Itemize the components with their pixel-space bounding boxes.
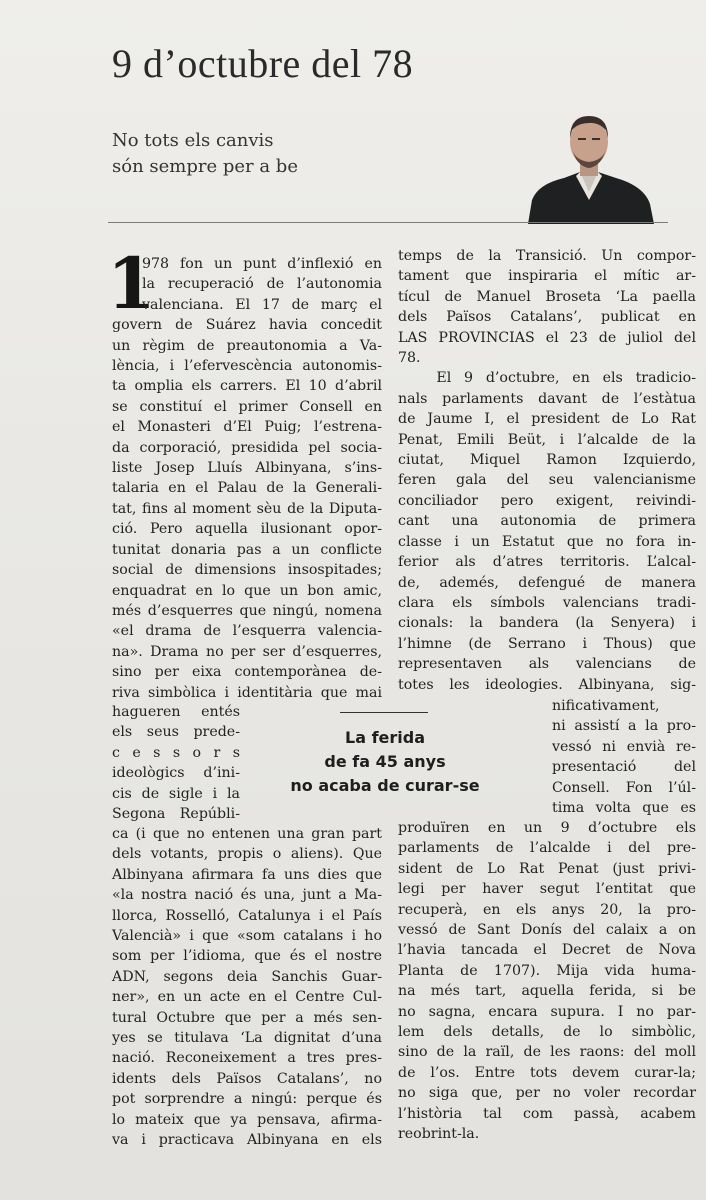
text-line: «el drama de l’esquerra valencia- — [112, 623, 382, 640]
text-line: ca (i que no entenen una gran part — [112, 826, 382, 842]
article-subtitle — [112, 128, 298, 180]
text-line: se constituí el primer Consell en — [112, 398, 382, 415]
column-right — [398, 246, 696, 695]
text-line: lem dels detalls, de lo simbòlic, — [398, 1024, 696, 1041]
text-line: l’himne (de Serrano i Thous) que — [398, 635, 696, 652]
text-line: ner», en un acte en el Centre Cul- — [112, 989, 382, 1006]
text-line: 978 fon un punt d’inflexió en — [142, 256, 382, 272]
text-line: govern de Suárez havia concedit — [112, 317, 382, 334]
text-line: ció. Pero aquella ilusionant opor- — [112, 521, 382, 538]
text-line: tural Octubre que per a més sen- — [112, 1009, 382, 1026]
text-line: Albinyana afirmara fa uns dies que — [112, 866, 382, 883]
text-line: dels Països Catalans’, publicat en — [398, 309, 696, 326]
text-line: la recuperació de l’autonomia — [142, 276, 382, 293]
text-line: na més tart, aquella ferida, si be — [398, 983, 696, 1000]
text-line: més d’esquerres que ningú, nomena — [112, 602, 382, 619]
text-line: produïren en un 9 d’octubre els — [398, 820, 696, 836]
text-line: lència, i l’efervescència autonomis- — [112, 358, 382, 375]
text-line: tament que inspiraria el mític ar- — [398, 268, 696, 285]
text-line: un règim de preautonomia a Va- — [112, 337, 382, 354]
text-line: da corporació, presidida pel socia- — [112, 439, 382, 456]
text-line: riva simbòlica i identitària que mai — [112, 684, 382, 701]
text-line: tunitat donaria pas a un conflicte — [112, 541, 382, 558]
text-line: «la nostra nació és una, junt a Ma- — [112, 887, 382, 904]
text-line: classe i un Estatut que no fora in- — [398, 533, 696, 550]
header-divider — [108, 222, 668, 223]
column-left-bottom — [112, 824, 382, 1151]
text-line: Planta de 1707). Mija vida huma- — [398, 962, 696, 979]
text-line: de l’os. Entre tots devem curar-la; — [398, 1064, 696, 1081]
pull-quote-rule — [340, 712, 428, 713]
text-line: ta omplia els carrers. El 10 d’abril — [112, 378, 382, 395]
author-portrait — [520, 108, 658, 224]
text-line: recuperà, en els anys 20, la pro- — [398, 901, 696, 918]
text-line: Penat, Emili Beüt, i l’alcalde de la — [398, 431, 696, 448]
text-line: 78. — [398, 350, 421, 367]
subtitle-line: No tots els canvis — [112, 130, 274, 151]
text-line: sident de Lo Rat Penat (just privi- — [398, 860, 696, 877]
text-line: ferior als d’atres territoris. L’alcal- — [398, 554, 696, 571]
text-line: talaria en el Palau de la Generali- — [112, 480, 382, 497]
text-line: clara els símbols valencians tradi- — [398, 594, 696, 611]
text-line: de Jaume I, el president de Lo Rat — [398, 411, 696, 428]
text-line: yes se titulava ‘La dignitat d’una — [112, 1030, 382, 1047]
dropcap-lines — [112, 254, 382, 315]
text-line: cant una autonomia de primera — [398, 513, 696, 530]
text-line: sino de la raïl, de les raons: del moll — [398, 1044, 696, 1061]
text-line: presentació del — [552, 759, 696, 776]
text-line: representaven als valencians de — [398, 656, 696, 673]
text-line: liste Josep Lluís Albinyana, s’ins- — [112, 460, 382, 477]
text-line: nació. Reconeixement a tres pres- — [112, 1050, 382, 1067]
text-line: llorca, Rosselló, Catalunya i el País — [112, 907, 382, 924]
text-line: tat, fins al moment sèu de la Diputa- — [112, 500, 382, 517]
text-line: ni assistí a la pro- — [552, 718, 696, 735]
text-line: na». Drama no per ser d’esquerres, — [112, 643, 382, 660]
text-line: conciliador pero exigent, reivindi- — [398, 492, 696, 509]
column-left — [112, 254, 382, 703]
text-line: tima volta que es — [552, 800, 696, 817]
text-line: l’història tal com passà, acabem — [398, 1105, 696, 1122]
text-line: Consell. Fon l’úl- — [552, 779, 696, 796]
text-line: ciutat, Miquel Ramon Izquierdo, — [398, 452, 696, 469]
text-line: tícul de Manuel Broseta ‘La paella — [398, 288, 696, 305]
column-right-narrow — [552, 696, 696, 818]
text-line: feren gala del seu valencianisme — [398, 472, 696, 489]
text-line: no sagna, encara supura. I no par- — [398, 1003, 696, 1020]
text-line: reobrint-la. — [398, 1126, 480, 1143]
text-line: nificativament, — [552, 698, 660, 714]
text-line: pot sorprendre a ningú: perque és — [112, 1091, 382, 1108]
text-line: ADN, segons deia Sanchis Guar- — [112, 968, 382, 985]
text-line: idents dels Països Catalans’, no — [112, 1070, 382, 1087]
pull-quote — [282, 726, 488, 798]
text-line: totes les ideologies. Albinyana, sig- — [398, 676, 696, 693]
text-line: no siga que, per no voler recordar — [398, 1085, 696, 1102]
subtitle-line: són sempre per a be — [112, 156, 298, 177]
text-line: enquadrat en lo que un bon amic, — [112, 582, 382, 599]
text-line: Valencià» i que «som catalans i ho — [112, 928, 382, 945]
text-line: dels votants, propis o aliens). Que — [112, 846, 382, 863]
text-line: El 9 d’octubre, en els tradicio- — [398, 370, 696, 387]
text-line: vessó ni envià re- — [552, 738, 696, 755]
text-line: som per l’idioma, que és el nostre — [112, 948, 382, 965]
text-line: sino per eixa contemporànea de- — [112, 664, 382, 681]
text-line: cionals: la bandera (la Senyera) i — [398, 615, 696, 632]
text-line: hagueren entés — [112, 704, 240, 720]
pull-quote-line: no acaba de curar-se — [290, 776, 480, 795]
article-title: 9 d’octubre del 78 — [112, 41, 414, 86]
column-left-narrow — [112, 702, 240, 824]
text-line: legi per haver segut l’entitat que — [398, 881, 696, 898]
text-line: c e s s o r s — [112, 744, 240, 761]
column-right-bottom — [398, 818, 696, 1145]
text-line: de, ademés, defengué de manera — [398, 574, 696, 591]
text-line: els seus prede- — [112, 724, 240, 741]
drop-cap: 1 — [107, 242, 156, 325]
text-line: valenciana. El 17 de març el — [142, 296, 382, 313]
text-line: social de dimensions insospitades; — [112, 562, 382, 579]
text-line: LAS PROVINCIAS el 23 de juliol del — [398, 329, 696, 346]
text-line: parlaments de l’alcalde i del pre- — [398, 840, 696, 857]
text-line: l’havia tancada el Decret de Nova — [398, 942, 696, 959]
text-line: nals parlaments davant de l’estàtua — [398, 390, 696, 407]
text-line: lo mateix que ya pensava, afirma- — [112, 1111, 382, 1128]
pull-quote-line: de fa 45 anys — [324, 752, 446, 771]
text-line: temps de la Transició. Un compor- — [398, 248, 696, 264]
text-line: va i practicava Albinyana en els — [112, 1132, 382, 1149]
text-line: cis de sigle i la — [112, 785, 240, 802]
text-line: el Monasteri d’El Puig; l’estrena- — [112, 419, 382, 436]
text-line: Segona Repúbli- — [112, 806, 240, 823]
text-line: ideològics d’ini- — [112, 765, 240, 782]
pull-quote-line: La ferida — [345, 728, 425, 747]
text-line: vessó de Sant Donís del calaix a on — [398, 922, 696, 939]
